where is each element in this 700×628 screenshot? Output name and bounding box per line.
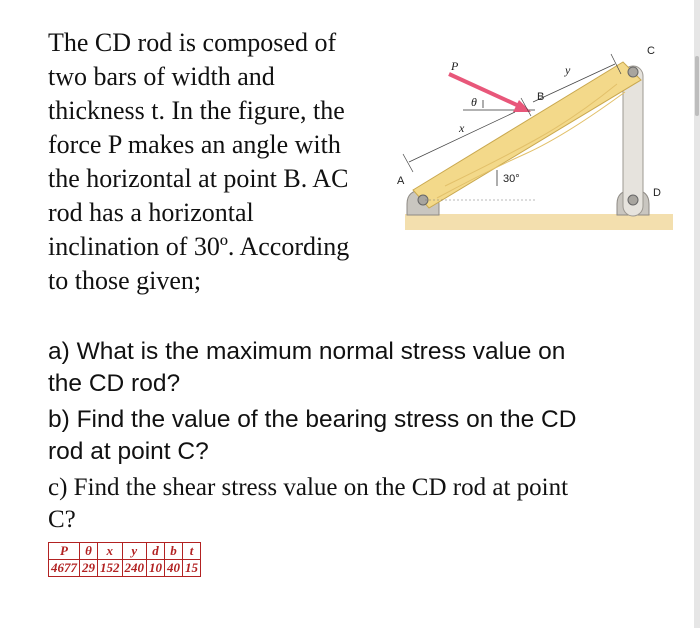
label-d: D	[653, 187, 661, 199]
label-x: x	[459, 121, 465, 135]
value-cell: 10	[147, 560, 165, 577]
header-cell: d	[147, 543, 165, 560]
table-header-row	[49, 543, 201, 560]
rod-ac	[413, 62, 641, 208]
pin-c	[628, 67, 638, 77]
question-b-line1: b) Find the value of the bearing stress on the CD	[48, 406, 577, 433]
value-cell: 40	[165, 560, 183, 577]
label-c: C	[647, 45, 655, 57]
intro-line: inclination of 30º. According	[48, 232, 350, 261]
header-cell: y	[122, 543, 147, 560]
intro-line: rod has a horizontal	[48, 198, 254, 227]
question-a-line1: a) What is the maximum normal stress value on	[48, 338, 566, 365]
question-c-line2: C?	[48, 506, 76, 533]
label-p: P	[451, 59, 459, 73]
intro-line: force P makes an angle with	[48, 130, 341, 159]
value-cell: 15	[183, 560, 201, 577]
force-p-arrow	[449, 74, 519, 106]
value-cell: 240	[122, 560, 147, 577]
question-a-line2: the CD rod?	[48, 370, 181, 397]
header-cell: t	[183, 543, 201, 560]
given-values-table	[48, 542, 201, 577]
pin-d	[628, 195, 638, 205]
scrollbar-thumb[interactable]	[695, 56, 699, 116]
label-theta: θ	[471, 95, 477, 109]
header-cell: P	[49, 543, 80, 560]
value-cell: 4677	[49, 560, 80, 577]
header-cell: θ	[80, 543, 98, 560]
label-b: B	[537, 91, 545, 103]
intro-line: the horizontal at point B. AC	[48, 164, 349, 193]
header-cell: b	[165, 543, 183, 560]
table-row	[49, 560, 201, 577]
value-cell: 152	[98, 560, 123, 577]
intro-paragraph	[48, 26, 388, 298]
intro-line: The CD rod is composed of	[48, 28, 337, 57]
intro-line: two bars of width and	[48, 62, 275, 91]
scrollbar[interactable]	[694, 0, 700, 628]
question-c-line1: c) Find the shear stress value on the CD rod at point	[48, 474, 569, 501]
label-y: y	[565, 63, 571, 77]
label-angle: 30°	[503, 173, 520, 185]
intro-line: to those given;	[48, 266, 202, 295]
intro-line: thickness t. In the figure, the	[48, 96, 345, 125]
dimension-tick	[403, 154, 413, 172]
rod-figure	[385, 22, 675, 232]
header-cell: x	[98, 543, 123, 560]
value-cell: 29	[80, 560, 98, 577]
question-b-line2: rod at point C?	[48, 438, 209, 465]
label-a: A	[397, 175, 405, 187]
